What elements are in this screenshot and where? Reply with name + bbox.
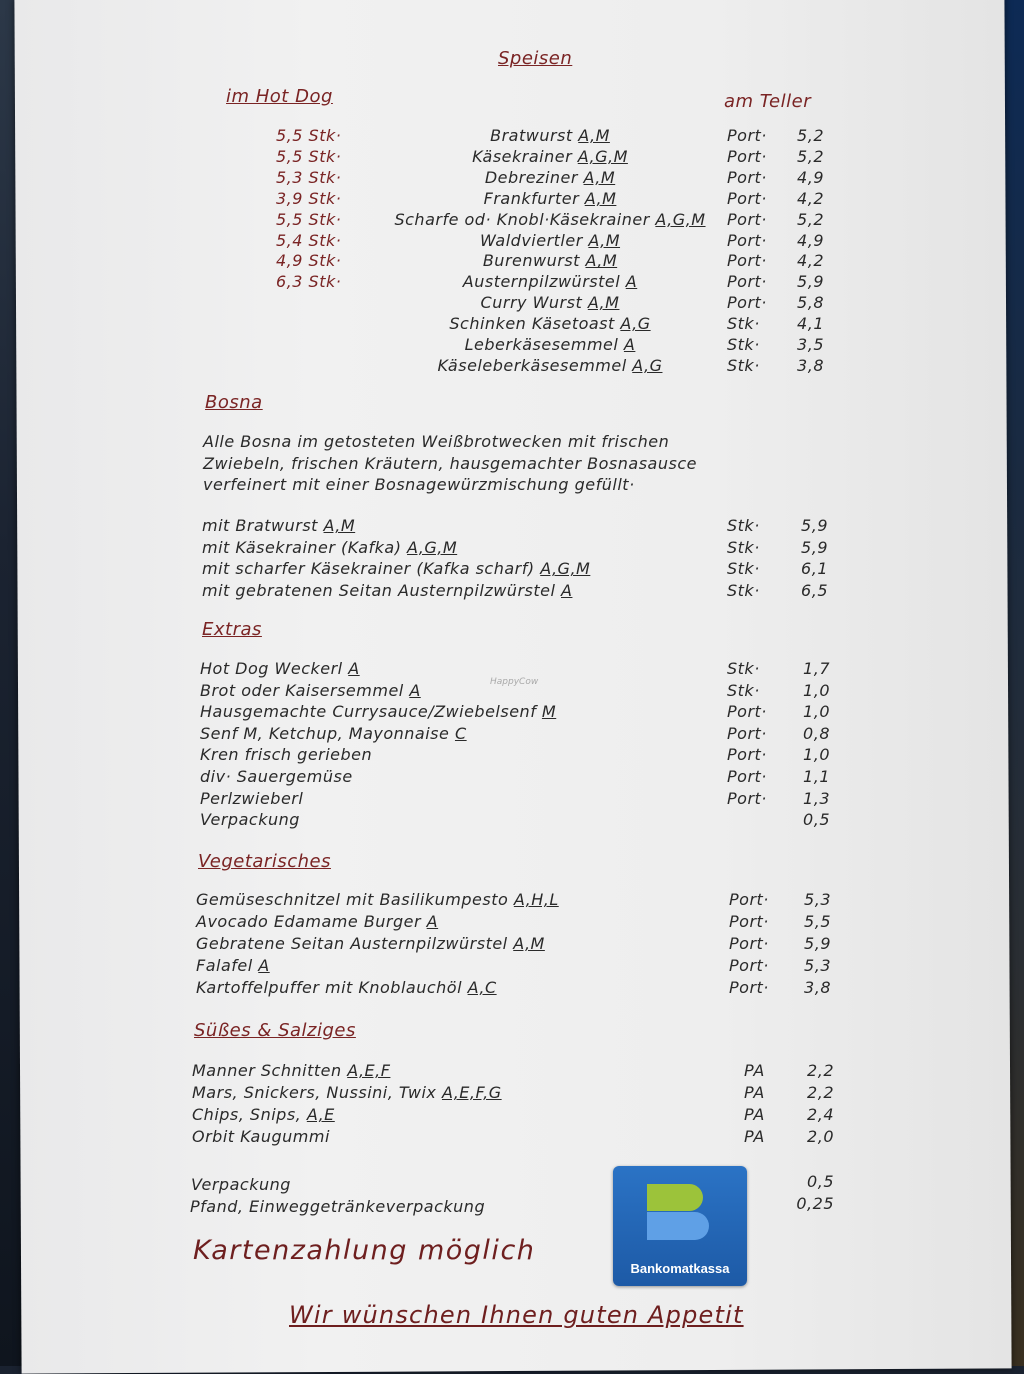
plate-price: 3,8 <box>797 355 824 375</box>
section-heading-bosna: Bosna <box>205 392 263 413</box>
plate-price: 4,2 <box>797 188 824 208</box>
menu-item-name <box>202 559 590 578</box>
menu-item-name <box>360 168 740 187</box>
allergen-codes: A <box>409 680 421 700</box>
hotdog-piece-price: 4,9 Stk· <box>276 251 342 271</box>
item-label: Austernpilzwürstel <box>462 272 626 292</box>
allergen-codes: A,C <box>467 978 497 997</box>
menu-item-name <box>196 912 438 931</box>
allergen-codes: A,G,M <box>655 209 706 229</box>
item-label: mit scharfer Käsekrainer (Kafka scharf) <box>202 559 541 579</box>
portion-unit: Stk· <box>727 659 760 678</box>
item-label: Bratwurst <box>490 126 579 145</box>
menu-item-name <box>200 810 300 829</box>
item-label: Käseleberkäsesemmel <box>437 355 633 375</box>
allergen-codes: A <box>348 659 360 678</box>
menu-item-name <box>360 251 740 270</box>
menu-item-name <box>200 659 360 678</box>
portion-unit: Stk· <box>727 559 760 579</box>
hotdog-piece-price: 5,5 Stk· <box>276 146 342 166</box>
item-price: 1,7 <box>803 659 830 678</box>
hotdog-piece-price: 5,3 Stk· <box>276 167 342 187</box>
plate-price: 4,1 <box>797 314 824 334</box>
bankomat-logo-green-bar <box>647 1184 703 1211</box>
portion-unit: Port· <box>727 230 767 250</box>
card-payment-note: Kartenzahlung möglich <box>193 1235 536 1266</box>
allergen-codes: A,G,M <box>577 146 628 166</box>
menu-item-name <box>360 231 740 250</box>
menu-item-name <box>192 1127 330 1146</box>
item-label: Kartoffelpuffer mit Knoblauchöl <box>196 978 468 997</box>
item-label: Debreziner <box>484 167 584 187</box>
item-price: 2,2 <box>807 1083 834 1102</box>
portion-unit: Port· <box>729 956 769 975</box>
item-price: 1,0 <box>803 702 830 722</box>
allergen-codes: M <box>541 702 557 722</box>
item-label: Leberkäsesemmel <box>464 335 624 354</box>
bosna-description-line: verfeinert mit einer Bosnagewürzmischung gefüllt· <box>203 475 635 494</box>
item-label: Hot Dog Weckerl <box>200 659 349 678</box>
item-label: Frankfurter <box>483 188 585 208</box>
column-label-hotdog: im Hot Dog <box>226 86 333 107</box>
menu-item-name <box>202 581 572 600</box>
item-price: 1,1 <box>803 767 830 786</box>
allergen-codes: A,G,M <box>407 537 458 557</box>
allergen-codes: A,G,M <box>540 559 591 579</box>
hotdog-piece-price: 6,3 Stk· <box>276 272 342 292</box>
allergen-codes: A,M <box>587 293 620 313</box>
portion-unit: Port· <box>729 890 769 909</box>
item-price: 2,4 <box>807 1105 834 1124</box>
item-label: Hausgemachte Currysauce/Zwiebelsenf <box>200 702 542 722</box>
item-price: 3,8 <box>804 978 831 997</box>
fee-name: Verpackung <box>191 1175 291 1194</box>
portion-unit: Port· <box>727 723 767 743</box>
plate-price: 5,2 <box>797 146 824 166</box>
menu-item-name <box>200 681 421 700</box>
item-price: 5,3 <box>804 890 831 909</box>
allergen-codes: A,M <box>583 167 616 187</box>
portion-unit: Port· <box>729 912 769 931</box>
allergen-codes: A,E <box>306 1105 335 1124</box>
column-label-plate: am Teller <box>724 91 812 112</box>
allergen-codes: A,E,F <box>347 1061 391 1080</box>
allergen-codes: A,M <box>588 230 621 250</box>
item-label: Gebratene Seitan Austernpilzwürstel <box>196 934 514 953</box>
portion-unit: Stk· <box>727 314 760 334</box>
plate-price: 4,2 <box>797 251 824 271</box>
portion-unit: Port· <box>727 293 767 313</box>
item-price: 2,0 <box>807 1127 834 1146</box>
allergen-codes: C <box>454 723 467 743</box>
item-label: Schinken Käsetoast <box>449 314 621 334</box>
item-label: Senf M, Ketchup, Mayonnaise <box>200 723 455 743</box>
portion-unit: Stk· <box>727 537 760 557</box>
plate-price: 4,9 <box>797 167 824 187</box>
menu-title: Speisen <box>498 48 573 69</box>
item-price: 1,3 <box>803 788 830 808</box>
item-label: Verpackung <box>200 810 300 830</box>
plate-price: 5,8 <box>797 293 824 313</box>
section-heading-extras: Extras <box>202 619 262 640</box>
item-label: Burenwurst <box>482 251 586 271</box>
fee-price: 0,5 <box>807 1172 834 1191</box>
item-label: mit gebratenen Seitan Austernpilzwürstel <box>202 580 561 600</box>
menu-item-name <box>200 745 372 764</box>
allergen-codes: A,H,L <box>513 890 559 909</box>
item-price: 1,0 <box>803 680 830 700</box>
allergen-codes: A <box>625 272 638 292</box>
hotdog-piece-price: 3,9 Stk· <box>276 188 342 208</box>
item-label: Perlzwieberl <box>200 788 304 808</box>
bosna-description-line: Zwiebeln, frischen Kräutern, hausgemachter Bosnasausce <box>203 454 697 473</box>
watermark: HappyCow <box>490 677 539 687</box>
item-label: Waldviertler <box>479 230 589 250</box>
allergen-codes: A,M <box>578 126 610 145</box>
allergen-codes: A <box>426 912 439 931</box>
item-label: Falafel <box>196 956 259 975</box>
hotdog-piece-price: 5,5 Stk· <box>276 126 342 145</box>
item-label: Curry Wurst <box>480 293 588 313</box>
plate-price: 5,9 <box>797 272 824 292</box>
footer-greeting: Wir wünschen Ihnen guten Appetit <box>289 1301 744 1329</box>
item-label: Orbit Kaugummi <box>192 1127 330 1146</box>
allergen-codes: A <box>258 956 270 975</box>
portion-unit: Port· <box>727 209 767 229</box>
item-label: Scharfe od· Knobl·Käsekrainer <box>394 209 656 229</box>
portion-unit: Port· <box>727 188 767 208</box>
plate-price: 4,9 <box>797 230 824 250</box>
item-label: Manner Schnitten <box>192 1061 348 1080</box>
portion-unit: Port· <box>727 272 767 292</box>
item-price: 0,8 <box>803 723 830 743</box>
plate-price: 5,2 <box>797 126 824 145</box>
section-heading-suesses: Süßes & Salziges <box>194 1020 356 1041</box>
menu-item-name <box>360 189 740 208</box>
menu-item-name <box>192 1061 390 1080</box>
fee-name: Pfand, Einweggetränkeverpackung <box>190 1197 486 1216</box>
portion-unit: Port· <box>727 767 767 786</box>
portion-unit: PA <box>744 1083 765 1102</box>
menu-item-name <box>360 335 740 354</box>
menu-item-name <box>196 890 559 909</box>
allergen-codes: A,M <box>323 516 356 535</box>
menu-item-name <box>360 314 740 333</box>
hotdog-piece-price: 5,4 Stk· <box>276 230 342 250</box>
menu-item-name <box>200 789 303 808</box>
menu-item-name <box>360 272 740 291</box>
menu-item-name <box>196 956 270 975</box>
portion-unit: Port· <box>727 702 767 722</box>
item-price: 0,5 <box>803 810 830 830</box>
menu-item-name <box>202 538 457 557</box>
portion-unit: Stk· <box>727 355 760 375</box>
menu-item-name <box>196 934 545 953</box>
portion-unit: Stk· <box>727 680 760 700</box>
allergen-codes: A <box>623 335 636 354</box>
item-price: 2,2 <box>807 1061 834 1080</box>
menu-item-name <box>202 516 355 535</box>
portion-unit: Stk· <box>727 335 760 354</box>
portion-unit: Port· <box>729 978 769 997</box>
section-heading-vegetarisches: Vegetarisches <box>198 851 331 872</box>
item-price: 5,9 <box>804 934 831 953</box>
item-label: mit Käsekrainer (Kafka) <box>202 537 408 557</box>
plate-price: 3,5 <box>797 335 824 354</box>
item-price: 5,5 <box>804 912 831 931</box>
item-label: Mars, Snickers, Nussini, Twix <box>192 1083 442 1102</box>
allergen-codes: A <box>561 580 573 600</box>
menu-item-name <box>192 1083 502 1102</box>
item-price: 5,9 <box>801 516 828 535</box>
item-label: Käsekrainer <box>472 146 578 166</box>
item-label: Avocado Edamame Burger <box>196 912 427 931</box>
menu-item-name <box>360 126 740 145</box>
item-label: Gemüseschnitzel mit Basilikumpesto <box>196 890 514 909</box>
menu-item-name <box>360 147 740 166</box>
bankomat-label: Bankomatkassa <box>630 1261 730 1276</box>
portion-unit: Port· <box>727 788 767 808</box>
menu-item-name <box>200 724 467 743</box>
bosna-description-line: Alle Bosna im getosteten Weißbrotwecken mit frischen <box>203 432 670 451</box>
portion-unit: PA <box>744 1105 765 1124</box>
menu-item-name <box>200 702 556 721</box>
portion-unit: PA <box>744 1127 765 1146</box>
menu-item-name <box>192 1105 335 1124</box>
portion-unit: Port· <box>727 745 767 765</box>
item-price: 6,1 <box>801 559 828 579</box>
bankomat-logo-blue-bar <box>647 1212 709 1240</box>
bankomat-logo <box>613 1166 747 1286</box>
item-price: 5,9 <box>801 537 828 557</box>
item-label: Kren frisch gerieben <box>200 745 373 765</box>
portion-unit: Port· <box>727 167 767 187</box>
menu-item-name <box>196 978 497 997</box>
item-price: 6,5 <box>801 580 828 600</box>
portion-unit: Port· <box>729 934 769 953</box>
menu-item-name <box>360 293 740 312</box>
allergen-codes: A,M <box>513 934 545 953</box>
allergen-codes: A,G <box>632 355 663 375</box>
item-price: 5,3 <box>804 956 831 975</box>
plate-price: 5,2 <box>797 209 824 229</box>
allergen-codes: A,M <box>585 251 618 271</box>
fee-price: 0,25 <box>796 1194 834 1213</box>
menu-item-name <box>200 767 353 786</box>
portion-unit: Port· <box>727 126 767 145</box>
portion-unit: Stk· <box>727 580 760 600</box>
allergen-codes: A,E,F,G <box>441 1083 502 1102</box>
portion-unit: Port· <box>727 146 767 166</box>
allergen-codes: A,M <box>584 188 617 208</box>
hotdog-piece-price: 5,5 Stk· <box>276 209 342 229</box>
item-label: div· Sauergemüse <box>200 767 353 786</box>
portion-unit: PA <box>744 1061 765 1080</box>
portion-unit: Port· <box>727 251 767 271</box>
portion-unit: Stk· <box>727 516 760 535</box>
menu-item-name <box>360 210 740 229</box>
item-label: Brot oder Kaisersemmel <box>200 680 410 700</box>
item-price: 1,0 <box>803 745 830 765</box>
menu-item-name <box>360 356 740 375</box>
item-label: Chips, Snips, <box>192 1105 307 1124</box>
item-label: mit Bratwurst <box>202 516 324 535</box>
allergen-codes: A,G <box>620 314 651 334</box>
